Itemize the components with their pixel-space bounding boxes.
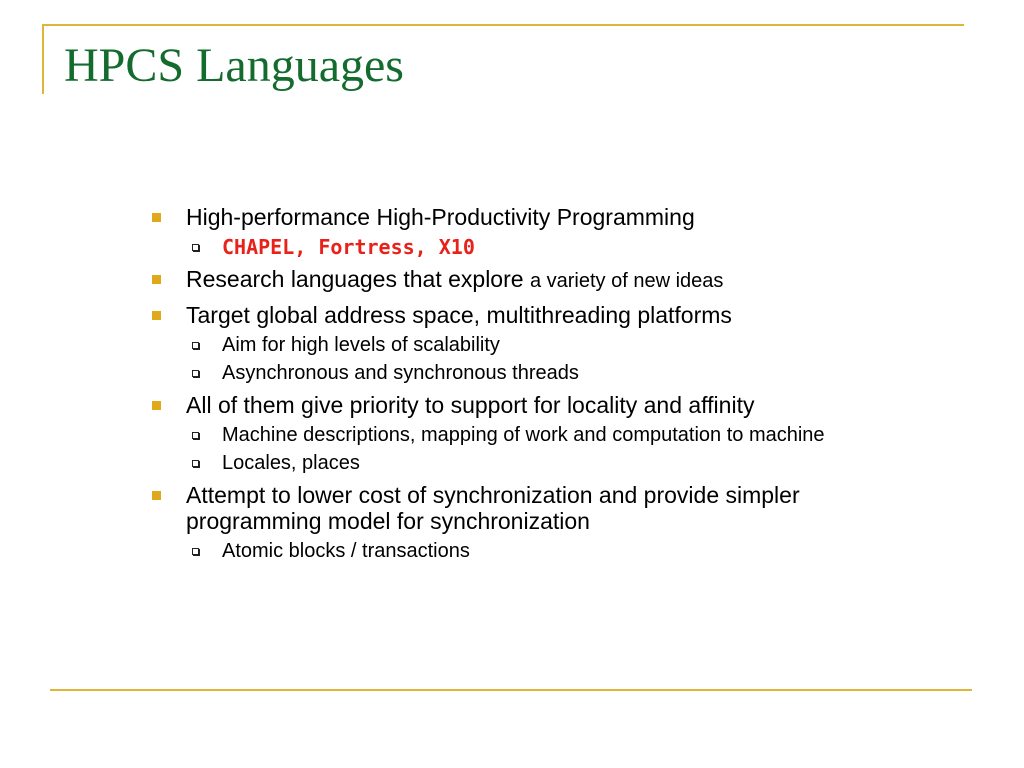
- sub-bullet-item: [144, 424, 914, 446]
- top-rule-horizontal: [42, 24, 964, 26]
- bullet-text: All of them give priority to support for locality and affinity: [186, 392, 755, 418]
- slide-title: HPCS Languages: [64, 39, 404, 92]
- hollow-square-bullet-icon: [192, 342, 199, 349]
- square-bullet-icon: [152, 213, 161, 222]
- bullet-text: Attempt to lower cost of synchronization and provide simpler programming model for synchronization: [186, 482, 800, 534]
- bullet-text: High-performance High-Productivity Programming: [186, 204, 695, 230]
- bullet-item: [144, 482, 914, 534]
- hollow-square-bullet-icon: [192, 460, 199, 467]
- sub-bullet-item: [144, 236, 914, 258]
- bullet-text-small: a variety of new ideas: [529, 270, 724, 292]
- sub-bullet-text: Asynchronous and synchronous threads: [222, 362, 579, 384]
- square-bullet-icon: [152, 491, 161, 500]
- sub-bullet-item: [144, 362, 914, 384]
- sub-bullet-item: [144, 334, 914, 356]
- sub-bullet-text: Aim for high levels of scalability: [222, 334, 500, 356]
- sub-bullet-item: [144, 452, 914, 474]
- hollow-square-bullet-icon: [192, 548, 199, 555]
- square-bullet-icon: [152, 311, 161, 320]
- hollow-square-bullet-icon: [192, 432, 199, 439]
- square-bullet-icon: [152, 401, 161, 410]
- sub-bullet-item: [144, 540, 914, 562]
- sub-bullet-text: Machine descriptions, mapping of work and computation to machine: [222, 424, 825, 446]
- bullet-item: [144, 392, 914, 418]
- hollow-square-bullet-icon: [192, 244, 199, 251]
- top-rule-vertical: [42, 24, 44, 94]
- hollow-square-bullet-icon: [192, 370, 199, 377]
- bullet-item: [144, 302, 914, 328]
- bullet-text: Research languages that explore: [186, 266, 524, 292]
- square-bullet-icon: [152, 275, 161, 284]
- bottom-rule: [50, 689, 972, 691]
- sub-bullet-text: Locales, places: [222, 452, 360, 474]
- bullet-item: [144, 266, 914, 294]
- sub-bullet-text: CHAPEL, Fortress, X10: [222, 235, 475, 259]
- sub-bullet-text: Atomic blocks / transactions: [222, 540, 470, 562]
- bullet-item: [144, 204, 914, 230]
- bullet-list: [144, 204, 914, 562]
- bullet-text: Target global address space, multithreading platforms: [186, 302, 732, 328]
